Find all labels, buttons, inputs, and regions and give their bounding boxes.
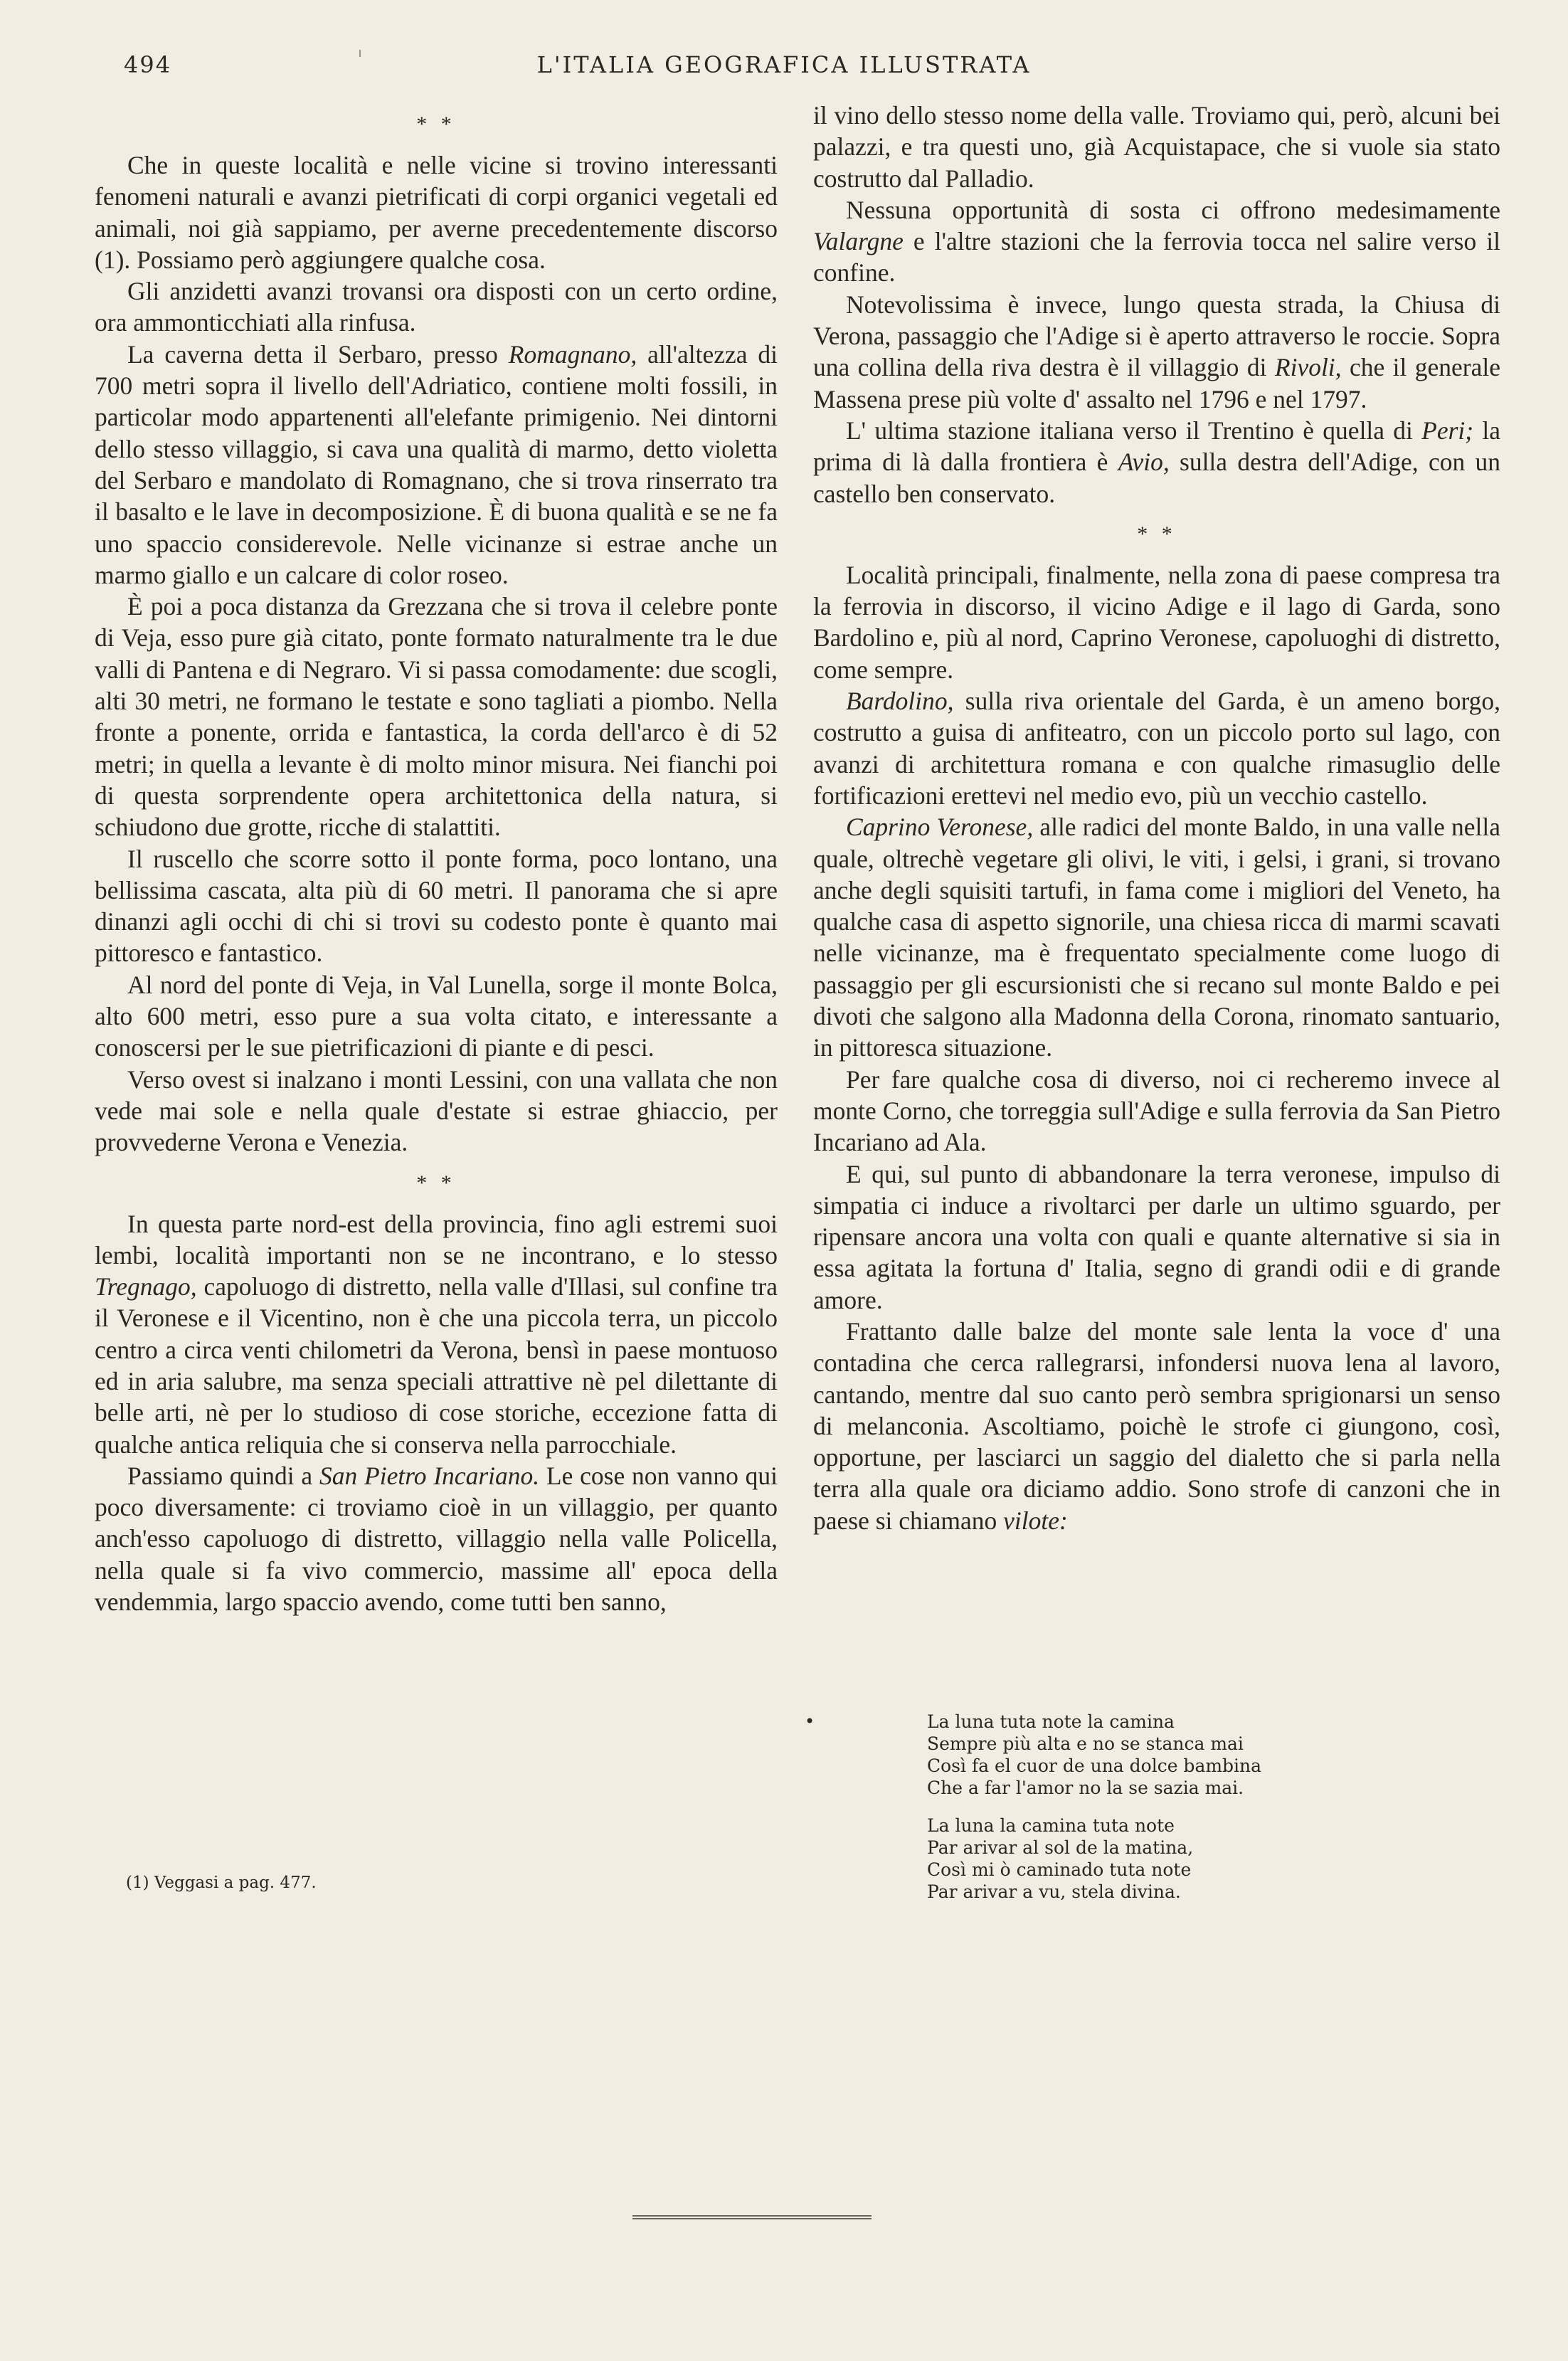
paragraph: Il ruscello che scorre sotto il ponte forma, poco lontano, una bellissima cascata, alta più di 60 metri. Il panorama che si apre dinanzi agli occhi di chi si trovi su codesto ponte è quanto mai pittoresco e fantastico. <box>95 844 778 968</box>
paragraph: Per fare qualche cosa di diverso, noi ci recheremo invece al monte Corno, che torreggia sull'Adige e sulla ferrovia da San Pietro Incariano ad Ala. <box>813 1065 1500 1157</box>
paragraph: Notevolissima è invece, lungo questa strada, la Chiusa di Verona, passaggio che l'Adige si è aperto attraverso le roccie. Sopra una collina della riva destra è il villaggio di Rivoli, che il generale Massena prese più volte d' assalto nel 1796 e nel 1797. <box>813 290 1501 413</box>
paragraph: È poi a poca distanza da Grezzana che si trova il celebre ponte di Veja, esso pure già citato, ponte formato naturalmente tra le due valli di Pantena e di Negraro. Vi si passa comodamente: due scogli, alti 30 metri, ne formano le testate e sono tagliati a piombo. Nella fronte a ponente, orrida e fantastica, la corda dell'arco è di 52 metri; in quella a levante è di molto minor misura. Nei fianchi poi di questa sorprendente opera architettonica della natura, si schiudono due grotte, ricche di stalattiti. <box>95 592 778 842</box>
end-rule <box>632 2215 872 2219</box>
paragraph: Nessuna opportunità di sosta ci offrono medesimamente Valargne e l'altre stazioni che la ferrovia tocca nel salire verso il confine. <box>813 195 1500 287</box>
paragraph: Gli anzidetti avanzi trovansi ora disposti con un certo ordine, ora ammonticchiati alla rinfusa. <box>95 277 778 337</box>
paragraph: Frattanto dalle balze del monte sale lenta la voce d' una contadina che cerca rallegrarsi, infondersi nuova lena al lavoro, cantando, mentre dal suo canto però sembra sprigionarsi un senso di melanconia. Ascoltiamo, poichè le strofe ci giungono, così, opportune, per lasciarci un saggio del dialetto che si parla nella terra alla quale ora diciamo addio. Sono strofe di canzoni che in paese si chiamano vilote: <box>813 1316 1500 1535</box>
poem-line: Par arivar a vu, stela divina. <box>927 1881 1181 1902</box>
paragraph: La caverna detta il Serbaro, presso Romagnano, all'altezza di 700 metri sopra il livello dell'Adriatico, contiene molti fossili, in particolar modo appartenenti all'elefante primigenio. Nei dintorni dello stesso villaggio, si cava una qualità di marmo, detto violetta del Serbaro e mandolato di Romagnano, che si trova rinserrato tra il basalto e le lave in decomposizione. È di buona qualità e se ne fa uno spaccio considerevole. Nelle vicinanze si estrae anche un marmo giallo e un calcare di color roseo. <box>95 339 778 589</box>
paragraph: In questa parte nord-est della provincia, fino agli estremi suoi lembi, località importanti non se ne incontrano, e lo stesso Tregnago, capoluogo di distretto, nella valle d'Illasi, sul confine tra il Veronese e il Vicentino, non è che una piccola terra, un piccolo centro a circa venti chilometri da Verona, bensì in paese montuoso ed in aria salubre, ma senza speciali attrattive nè pel dilettante di belle arti, nè per lo studioso di cose storiche, eccezione fatta di qualche antica reliquia che si conserva nella parrocchiale. <box>95 1209 778 1459</box>
paragraph: Verso ovest si inalzano i monti Lessini, con una vallata che non vede mai sole e nella quale d'estate si estrae ghiaccio, per provvederne Verona e Venezia. <box>95 1065 778 1157</box>
poem-line: Che a far l'amor no la se sazia mai. <box>927 1778 1244 1798</box>
paragraph: Località principali, finalmente, nella zona di paese compresa tra la ferrovia in discorso, il vicino Adige e il lago di Garda, sono Bardolino e, più al nord, Caprino Veronese, capoluoghi di distretto, come sempre. <box>813 560 1500 684</box>
paragraph: Caprino Veronese, alle radici del monte Baldo, in una valle nella quale, oltrechè vegetare gli olivi, le viti, i gelsi, i grani, si trovano anche degli squisiti tartufi, in fama come i migliori del Veneto, ha qualche casa di aspetto signorile, una chiesa ricca di marmi scavati nelle vicinanze, ma è frequentato specialmente come luogo di passaggio per gli escursionisti che si recano sul monte Baldo e pei divoti che salgono alla Madonna della Corona, rinomato santuario, in pittoresca situazione. <box>813 813 1500 1062</box>
poem-line: Così mi ò caminado tuta note <box>927 1859 1192 1880</box>
poem-line: Par arivar al sol de la matina, <box>927 1837 1194 1858</box>
paragraph: il vino dello stesso nome della valle. Troviamo qui, però, alcuni bei palazzi, e tra questi uno, già Acquistapace, che si vuole sia stato costrutto dal Palladio. <box>813 101 1500 193</box>
paragraph: E qui, sul punto di abbandonare la terra veronese, impulso di simpatia ci induce a rivoltarci per darle un ultimo sguardo, per ripensare ancora una volta con quali e quante alternative si sia in essa agitata la fortuna d' Italia, segno di grandi odii e di grande amore. <box>813 1159 1500 1314</box>
running-title: L'ITALIA GEOGRAFICA ILLUSTRATA <box>536 51 1032 78</box>
paragraph: Bardolino, sulla riva orientale del Garda, è un ameno borgo, costrutto a guisa di anfiteatro, con un piccolo porto sul lago, con avanzi di architettura romana e con qualche rimasuglio delle fortificazioni erettevi nel medio evo, più un vecchio castello. <box>813 687 1500 810</box>
poem <box>805 1711 1468 1918</box>
poem-stanza <box>927 1815 1468 1903</box>
left-column <box>95 100 778 1617</box>
poem-bullet: • <box>805 1711 815 1731</box>
paragraph: L' ultima stazione italiana verso il Trentino è quella di Peri; la prima di là dalla frontiera è Avio, sulla destra dell'Adige, con un castello ben conservato. <box>813 416 1500 508</box>
right-column <box>813 100 1500 1536</box>
section-ornament: * * <box>416 112 456 136</box>
section-ornament: * * <box>1137 522 1177 546</box>
page-number: 494 <box>124 51 172 78</box>
paragraph: Che in queste località e nelle vicine si trovino interessanti fenomeni naturali e avanzi pietrificati di corpi organici vegetali ed animali, noi già sappiamo, per averne precedentemente discorso (1). Possiamo però aggiungere qualche cosa. <box>95 151 778 274</box>
poem-stanza <box>927 1711 1468 1799</box>
poem-line: Sempre più alta e no se stanca mai <box>927 1733 1244 1754</box>
section-ornament: * * <box>416 1171 456 1195</box>
footnote: (1) Veggasi a pag. 477. <box>126 1874 317 1892</box>
poem-line: La luna la camina tuta note <box>927 1815 1175 1836</box>
poem-line: Così fa el cuor de una dolce bambina <box>927 1755 1262 1776</box>
paragraph: Passiamo quindi a San Pietro Incariano. Le cose non vanno qui poco diversamente: ci troviamo cioè in un villaggio, per quanto anch'esso capoluogo di distretto, villaggio nella valle Policella, nella quale si fa vivo commercio, massime all' epoca della vendemmia, largo spaccio avendo, come tutti ben sanno, <box>95 1461 778 1617</box>
poem-line: La luna tuta note la camina <box>927 1711 1175 1732</box>
paragraph: Al nord del ponte di Veja, in Val Lunella, sorge il monte Bolca, alto 600 metri, esso pure a sua volta citato, e interessante a conoscersi per le sue pietrificazioni di piante e di pesci. <box>95 970 778 1062</box>
